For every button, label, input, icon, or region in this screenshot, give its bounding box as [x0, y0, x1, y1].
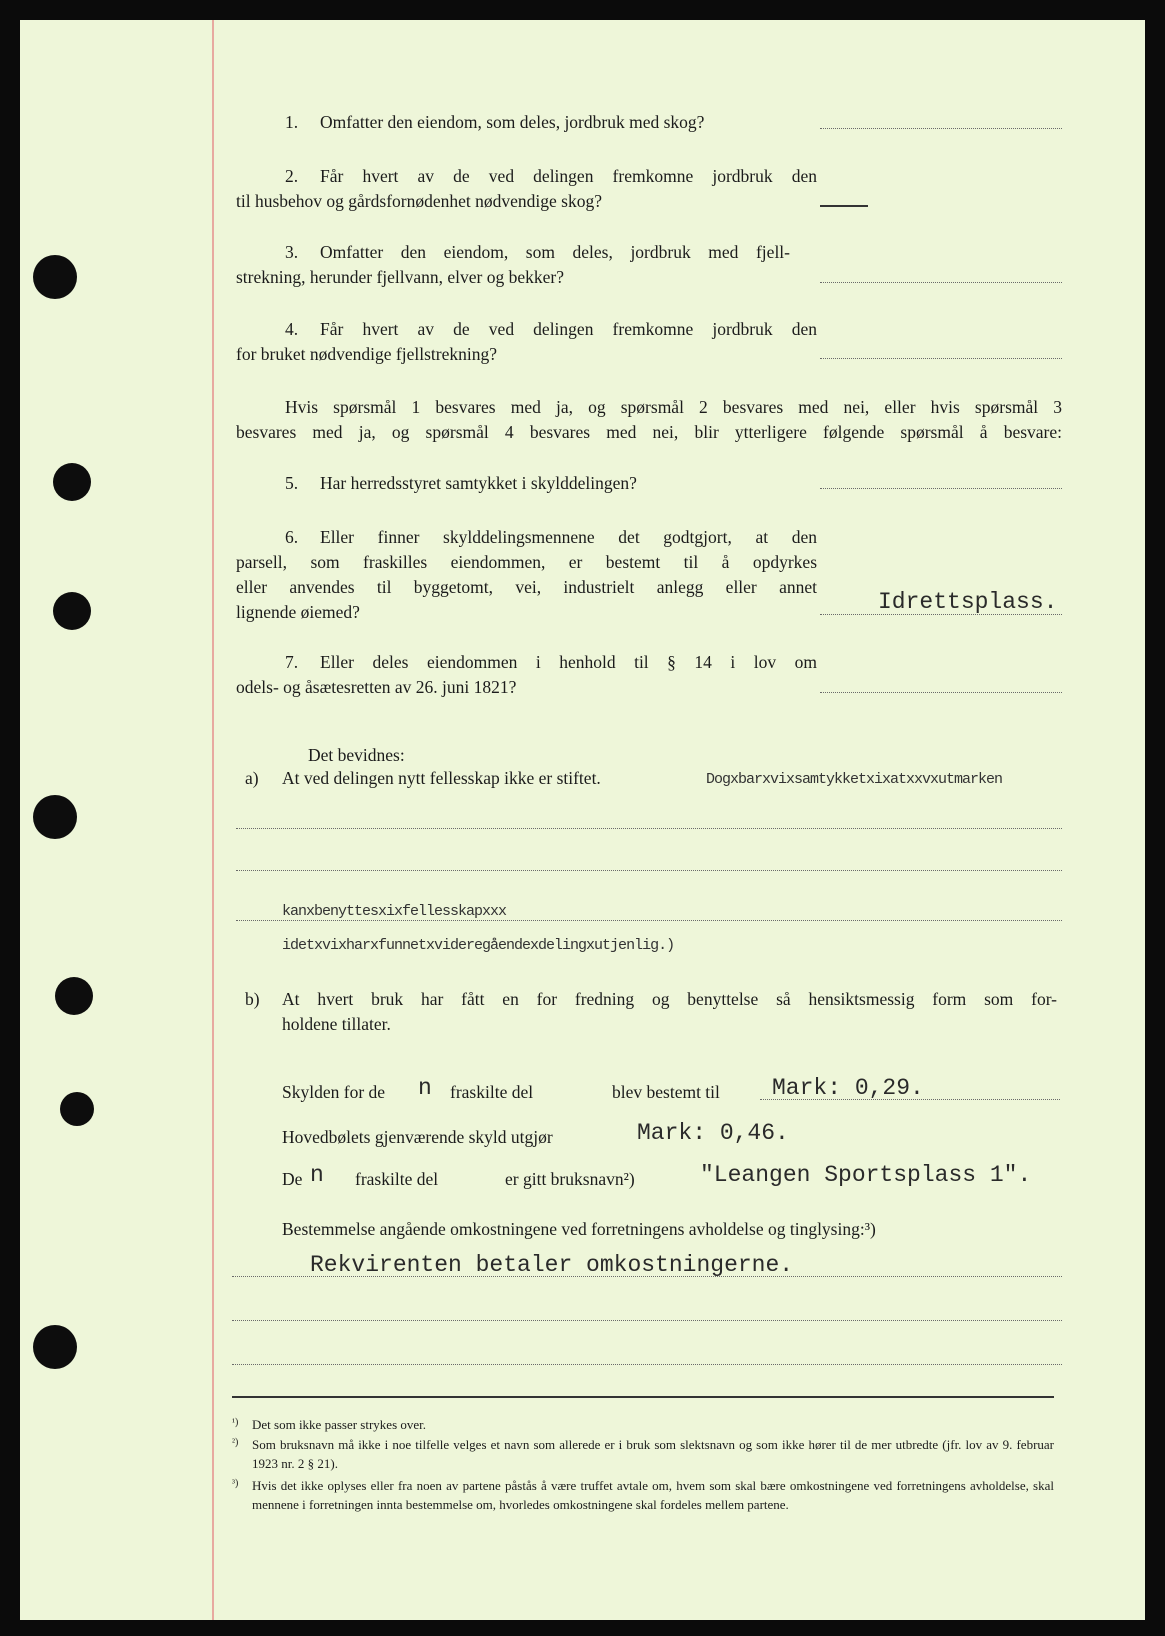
blank-line [232, 1276, 1062, 1277]
punch-hole [53, 592, 91, 630]
punch-hole [33, 1325, 77, 1369]
bruksnavn-value: "Leangen Sportsplass 1". [700, 1162, 1032, 1188]
footnote [232, 1415, 1054, 1435]
skyld-label: er gitt bruksnavn²) [505, 1169, 635, 1189]
skyld-label: blev bestemt til [612, 1082, 720, 1102]
struck-text: Dogxbarxvixsamtykketxixatxxvxutmarken [706, 771, 1003, 788]
struck-text: idetxvixharxfunnetxvideregåendexdelingxutjenlig.) [282, 937, 675, 954]
margin-line [212, 20, 214, 1620]
question-text: odels- og åsætesretten av 26. juni 1821? [236, 677, 517, 697]
footnote-mark: ³) [232, 1478, 239, 1489]
question-text: Omfatter den eiendom, som deles, jordbruk med fjell- [320, 242, 790, 262]
answer-line [820, 614, 1062, 615]
footnote-text: Det som ikke passer strykes over. [252, 1417, 427, 1432]
omkostning-value: Rekvirenten betaler omkostningerne. [310, 1252, 794, 1278]
footnote [232, 1476, 1054, 1536]
skyld-label: fraskilte del [355, 1169, 439, 1189]
bevidnes-a-text: At ved delingen nytt fellesskap ikke er stiftet. [282, 768, 601, 788]
question-text: parsell, som fraskilles eiendommen, er bestemt til å opdyrkes [236, 552, 817, 572]
question-text: Eller finner skylddelingsmennene det godtgjort, at den [320, 527, 817, 547]
bevidnes-b-text: At hvert bruk har fått en for fredning og benyttelse så hensiktsmessig form som for- [282, 989, 1057, 1009]
condition-text: besvares med ja, og spørsmål 4 besvares med nei, blir ytterligere følgende spørsmål å besvare: [236, 422, 1062, 442]
question-text: Får hvert av de ved delingen fremkomne jordbruk den [320, 166, 817, 186]
answer-line [820, 128, 1062, 129]
footnote-text: Hvis det ikke oplyses eller fra noen av partene påstås å være truffet avtale om, hvem som skal bære omkostningene ved forretningens avholdelse, skal mennene i forretningen innta bestemmelse om, hvorledes omkostningene skal fordeles mellem partene. [252, 1478, 1054, 1512]
question-number: 5. [285, 473, 299, 493]
answer-line [820, 488, 1062, 489]
answer-line [820, 282, 1062, 283]
question-text: lignende øiemed? [236, 602, 360, 622]
question-number: 6. [285, 527, 299, 547]
question-number: 3. [285, 242, 299, 262]
typed-answer: Idrettsplass. [878, 589, 1058, 615]
question-text: Får hvert av de ved delingen fremkomne jordbruk den [320, 319, 817, 339]
skyld-label: Skylden for de [282, 1082, 386, 1102]
blank-line [232, 1320, 1062, 1321]
condition-text: Hvis spørsmål 1 besvares med ja, og spørsmål 2 besvares med nei, eller hvis spørsmål 3 [285, 397, 1062, 417]
question-text: eller anvendes til byggetomt, vei, industrielt anlegg eller annet [236, 577, 817, 597]
footnote-text: Som bruksnavn må ikke i noe tilfelle velges et navn som allerede er i bruk som slektsnavn og som ikke hører til de mer utbredte (jfr. lov av 9. februar 1923 nr. 2 § 21). [252, 1437, 1054, 1471]
item-label: b) [245, 989, 260, 1009]
punch-hole [33, 255, 77, 299]
answer-line [820, 358, 1062, 359]
question-text: Har herredsstyret samtykket i skylddelingen? [320, 473, 637, 493]
skyld-label: Bestemmelse angående omkostningene ved forretningens avholdelse og tinglysing:³) [282, 1219, 876, 1239]
punch-hole [53, 463, 91, 501]
question-number: 4. [285, 319, 299, 339]
footnote-mark: ²) [232, 1437, 239, 1448]
punch-hole [60, 1092, 94, 1126]
punch-hole [33, 795, 77, 839]
item-label: a) [245, 768, 259, 788]
question-text: for bruket nødvendige fjellstrekning? [236, 344, 497, 364]
skyld-value: Mark: 0,46. [637, 1120, 789, 1146]
bevidnes-b-text: holdene tillater. [282, 1014, 391, 1034]
punch-hole [55, 977, 93, 1015]
skyld-label: De [282, 1169, 303, 1189]
answer-line [760, 1099, 1060, 1100]
question-text: Eller deles eiendommen i henhold til § 14 i lov om [320, 652, 817, 672]
skyld-value: Mark: 0,29. [772, 1075, 924, 1101]
struck-text: kanxbenyttesxixfellesskapxxx [282, 903, 507, 920]
question-text: strekning, herunder fjellvann, elver og bekker? [236, 267, 564, 287]
footnote-divider [232, 1396, 1054, 1398]
typed-n: n [418, 1075, 432, 1101]
skyld-label: Hovedbølets gjenværende skyld utgjør [282, 1127, 553, 1147]
footnote-mark: ¹) [232, 1417, 239, 1428]
answer-line [820, 692, 1062, 693]
bevidnes-heading: Det bevidnes: [308, 745, 405, 765]
question-number: 1. [285, 112, 299, 132]
question-text: til husbehov og gårdsfornødenhet nødvendige skog? [236, 191, 602, 211]
blank-line [236, 920, 1062, 921]
question-number: 7. [285, 652, 299, 672]
blank-line [236, 870, 1062, 871]
answer-line [820, 205, 868, 207]
footnote [232, 1435, 1054, 1475]
skyld-label: fraskilte del [450, 1082, 534, 1102]
typed-n: n [310, 1162, 324, 1188]
question-number: 2. [285, 166, 299, 186]
blank-line [236, 828, 1062, 829]
question-text: Omfatter den eiendom, som deles, jordbruk med skog? [320, 112, 705, 132]
blank-line [232, 1364, 1062, 1365]
